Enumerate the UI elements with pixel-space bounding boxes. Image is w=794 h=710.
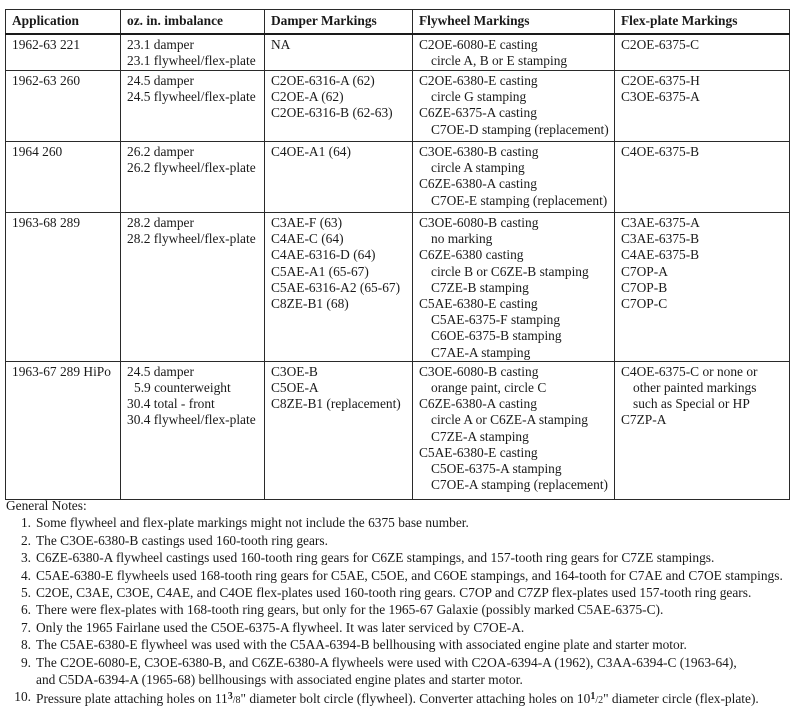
- note-text: C2OE, C3AE, C3OE, C4AE, and C4OE flex-plates used 160-tooth ring gears. C7OP and C7ZP flex-plates used 157-tooth ring gears.: [36, 585, 752, 601]
- cell-line: 28.2 damper: [127, 215, 194, 230]
- general-notes: [6, 497, 791, 710]
- cell-application: [6, 142, 121, 213]
- cell-line: C5AE-6375-F stamping: [431, 312, 561, 328]
- cell-line: C4OE-6375-C or none or: [621, 363, 758, 379]
- cell-line: 24.5 flywheel/flex-plate: [127, 89, 256, 105]
- note-item: [6, 549, 791, 566]
- cell-damper-markings: [265, 142, 413, 213]
- note-item: [6, 601, 791, 618]
- notes-list: [6, 514, 791, 688]
- note-text-part: Pressure plate attaching holes on 11: [36, 691, 228, 707]
- cell-line: C5AE-6380-E casting: [419, 296, 538, 312]
- cell-damper-markings: [265, 361, 413, 499]
- note-number: 3.: [20, 550, 31, 566]
- cell-flywheel-markings: [413, 71, 615, 142]
- note-text: and C5DA-6394-A (1965-68) bellhousings with associated engine plates and starter motor.: [36, 672, 523, 688]
- cell-line: C6ZE-6375-A casting: [419, 105, 537, 121]
- cell-line: circle A or C6ZE-A stamping: [431, 412, 588, 428]
- cell-text: 1962-63 221: [12, 37, 81, 52]
- cell-line: C4OE-6375-B: [621, 144, 700, 159]
- cell-line: other painted markings: [633, 380, 757, 396]
- cell-line: C2OE-6380-E casting: [419, 73, 538, 88]
- note-number: 8.: [20, 637, 31, 653]
- cell-line: C3AE-F (63): [271, 215, 343, 230]
- note-item: [6, 619, 791, 636]
- cell-line: circle G stamping: [431, 89, 527, 105]
- cell-line: circle A, B or E stamping: [431, 53, 568, 69]
- cell-line: 26.2 damper: [127, 144, 194, 159]
- cell-line: C7OE-E stamping (replacement): [431, 192, 608, 208]
- cell-line: 24.5 damper: [127, 73, 194, 88]
- cell-line: circle A stamping: [431, 160, 525, 176]
- note-text: The C2OE-6080-E, C3OE-6380-B, and C6ZE-6380-A flywheels were used with C2OA-6394-A (1962), C3AA-6394-C (1963-64),: [36, 654, 737, 670]
- cell-line: C7OE-A stamping (replacement): [431, 477, 609, 493]
- cell-line: C6ZE-6380-A casting: [419, 396, 537, 412]
- cell-line: C8ZE-B1 (replacement): [271, 396, 401, 412]
- cell-line: C7OP-A: [621, 263, 668, 279]
- note-number: 7.: [20, 619, 31, 635]
- cell-line: 23.1 damper: [127, 37, 194, 52]
- cell-line: C4AE-6375-B: [621, 247, 700, 263]
- cell-line: C7ZE-A stamping: [431, 428, 529, 444]
- note-item: [6, 514, 791, 531]
- cell-line: C2OE-A (62): [271, 89, 344, 105]
- fraction-numerator: 3: [227, 691, 233, 703]
- cell-damper-markings: [265, 34, 413, 71]
- note-text: The C3OE-6380-B castings used 160-tooth ring gears.: [36, 532, 328, 548]
- cell-line: C5AE-6316-A2 (65-67): [271, 279, 401, 295]
- header-application: Application: [6, 10, 121, 35]
- cell-line: C3AE-6375-B: [621, 231, 700, 247]
- cell-imbalance: [121, 34, 265, 71]
- cell-line: C3OE-B: [271, 363, 318, 379]
- cell-text: 1963-68 289: [12, 215, 81, 230]
- cell-line: C5AE-6380-E casting: [419, 444, 538, 460]
- note-number: 5.: [20, 585, 31, 601]
- cell-line: C3OE-6375-A: [621, 89, 700, 105]
- notes-title: General Notes:: [6, 498, 87, 513]
- cell-flexplate-markings: [615, 142, 790, 213]
- note-number: 9.: [20, 654, 31, 670]
- note-text: There were flex-plates with 168-tooth ring gears, but only for the 1965-67 Galaxie (possibly marked C5AE-6375-C).: [36, 602, 664, 618]
- note-text-part: " diameter circle (flex-plate).: [603, 691, 759, 707]
- cell-line: C2OE-6375-H: [621, 73, 700, 88]
- cell-line: 23.1 flywheel/flex-plate: [127, 53, 256, 69]
- cell-text: 1964 260: [12, 144, 63, 159]
- cell-line: C7OE-D stamping (replacement): [431, 121, 609, 137]
- header-flywheel-markings: Flywheel Markings: [413, 10, 615, 35]
- cell-line: 28.2 flywheel/flex-plate: [127, 231, 256, 247]
- note-text: C6ZE-6380-A flywheel castings used 160-tooth ring gears for C6ZE stampings, and 157-tooth ring gears for C7ZE stampings.: [36, 550, 715, 566]
- note-item: [6, 532, 791, 549]
- note-item: [6, 671, 791, 688]
- cell-line: circle B or C6ZE-B stamping: [431, 263, 589, 279]
- header-damper-markings: Damper Markings: [265, 10, 413, 35]
- cell-flywheel-markings: [413, 213, 615, 362]
- imbalance-markings-table: [5, 9, 790, 500]
- note-number: 1.: [20, 515, 31, 531]
- note-item: [6, 584, 791, 601]
- cell-line: C7OP-B: [621, 279, 668, 295]
- cell-line: C4OE-A1 (64): [271, 144, 351, 159]
- table-row: [6, 71, 790, 142]
- cell-flexplate-markings: [615, 34, 790, 71]
- header-imbalance: oz. in. imbalance: [121, 10, 265, 35]
- note-item: [6, 688, 791, 709]
- cell-imbalance: [121, 361, 265, 499]
- table-row: [6, 142, 790, 213]
- note-text: [36, 688, 759, 709]
- cell-line: C3OE-6080-B casting: [419, 363, 539, 379]
- cell-damper-markings: [265, 213, 413, 362]
- cell-line: 30.4 flywheel/flex-plate: [127, 412, 256, 428]
- table-row: [6, 361, 790, 499]
- note-number: 6.: [20, 602, 31, 618]
- cell-line: orange paint, circle C: [431, 380, 547, 396]
- cell-line: C6OE-6375-B stamping: [431, 328, 562, 344]
- cell-line: C7AE-A stamping: [431, 344, 531, 360]
- cell-line: such as Special or HP: [633, 396, 750, 412]
- note-text: Only the 1965 Fairlane used the C5OE-6375-A flywheel. It was later serviced by C7OE-A.: [36, 619, 525, 635]
- cell-flexplate-markings: [615, 71, 790, 142]
- cell-application: [6, 361, 121, 499]
- note-text: C5AE-6380-E flywheels used 168-tooth ring gears for C5AE, C5OE, and C6OE stampings, and 164-tooth for C7AE and C7OE stampings.: [36, 567, 783, 583]
- table-row: [6, 213, 790, 362]
- cell-damper-markings: [265, 71, 413, 142]
- cell-flywheel-markings: [413, 142, 615, 213]
- note-text: The C5AE-6380-E flywheel was used with the C5AA-6394-B bellhousing with associated engine plate and starter motor.: [36, 637, 687, 653]
- cell-line: C3OE-6080-B casting: [419, 215, 539, 230]
- fraction-numerator: 1: [590, 691, 596, 703]
- cell-line: C3AE-6375-A: [621, 215, 700, 230]
- cell-application: [6, 34, 121, 71]
- cell-application: [6, 71, 121, 142]
- cell-imbalance: [121, 213, 265, 362]
- cell-flywheel-markings: [413, 361, 615, 499]
- note-item: [6, 636, 791, 653]
- cell-line: C7ZP-A: [621, 412, 667, 428]
- table-header-row: [6, 10, 790, 35]
- fraction-denominator: /2: [595, 695, 604, 707]
- cell-line: C2OE-6375-C: [621, 37, 700, 52]
- cell-line: C6ZE-6380 casting: [419, 247, 524, 263]
- cell-line: C6ZE-6380-A casting: [419, 176, 537, 192]
- cell-line: C5OE-A: [271, 380, 319, 396]
- cell-line: C4AE-6316-D (64): [271, 247, 376, 263]
- header-flexplate-markings: Flex-plate Markings: [615, 10, 790, 35]
- note-item: [6, 654, 791, 671]
- cell-line: C2OE-6316-A (62): [271, 73, 375, 88]
- note-number: 2.: [20, 532, 31, 548]
- note-item: [6, 567, 791, 584]
- cell-line: no marking: [431, 231, 493, 247]
- fraction-denominator: /8: [232, 695, 241, 707]
- cell-application: [6, 213, 121, 362]
- note-number: 4.: [20, 567, 31, 583]
- cell-line: C8ZE-B1 (68): [271, 296, 349, 312]
- cell-line: C5AE-A1 (65-67): [271, 263, 369, 279]
- note-number: 10.: [14, 689, 31, 705]
- cell-line: C2OE-6080-E casting: [419, 37, 538, 52]
- cell-line: 26.2 flywheel/flex-plate: [127, 160, 256, 176]
- cell-imbalance: [121, 71, 265, 142]
- cell-line: C7ZE-B stamping: [431, 279, 529, 295]
- cell-line: C4AE-C (64): [271, 231, 344, 247]
- cell-flexplate-markings: [615, 361, 790, 499]
- cell-line: 5.9 counterweight: [134, 380, 231, 396]
- cell-line: 24.5 damper: [127, 363, 194, 379]
- cell-text: 1962-63 260: [12, 73, 81, 88]
- note-text: Some flywheel and flex-plate markings might not include the 6375 base number.: [36, 515, 469, 531]
- table-row: [6, 34, 790, 71]
- cell-line: C7OP-C: [621, 296, 668, 312]
- note-text-part: " diameter bolt circle (flywheel). Converter attaching holes on 10: [240, 691, 591, 707]
- cell-flexplate-markings: [615, 213, 790, 362]
- cell-line: NA: [271, 37, 291, 52]
- cell-flywheel-markings: [413, 34, 615, 71]
- cell-line: C3OE-6380-B casting: [419, 144, 539, 159]
- cell-imbalance: [121, 142, 265, 213]
- cell-line: C5OE-6375-A stamping: [431, 461, 562, 477]
- cell-line: 30.4 total - front: [127, 396, 215, 412]
- cell-line: C2OE-6316-B (62-63): [271, 105, 393, 121]
- cell-text: 1963-67 289 HiPo: [12, 363, 111, 379]
